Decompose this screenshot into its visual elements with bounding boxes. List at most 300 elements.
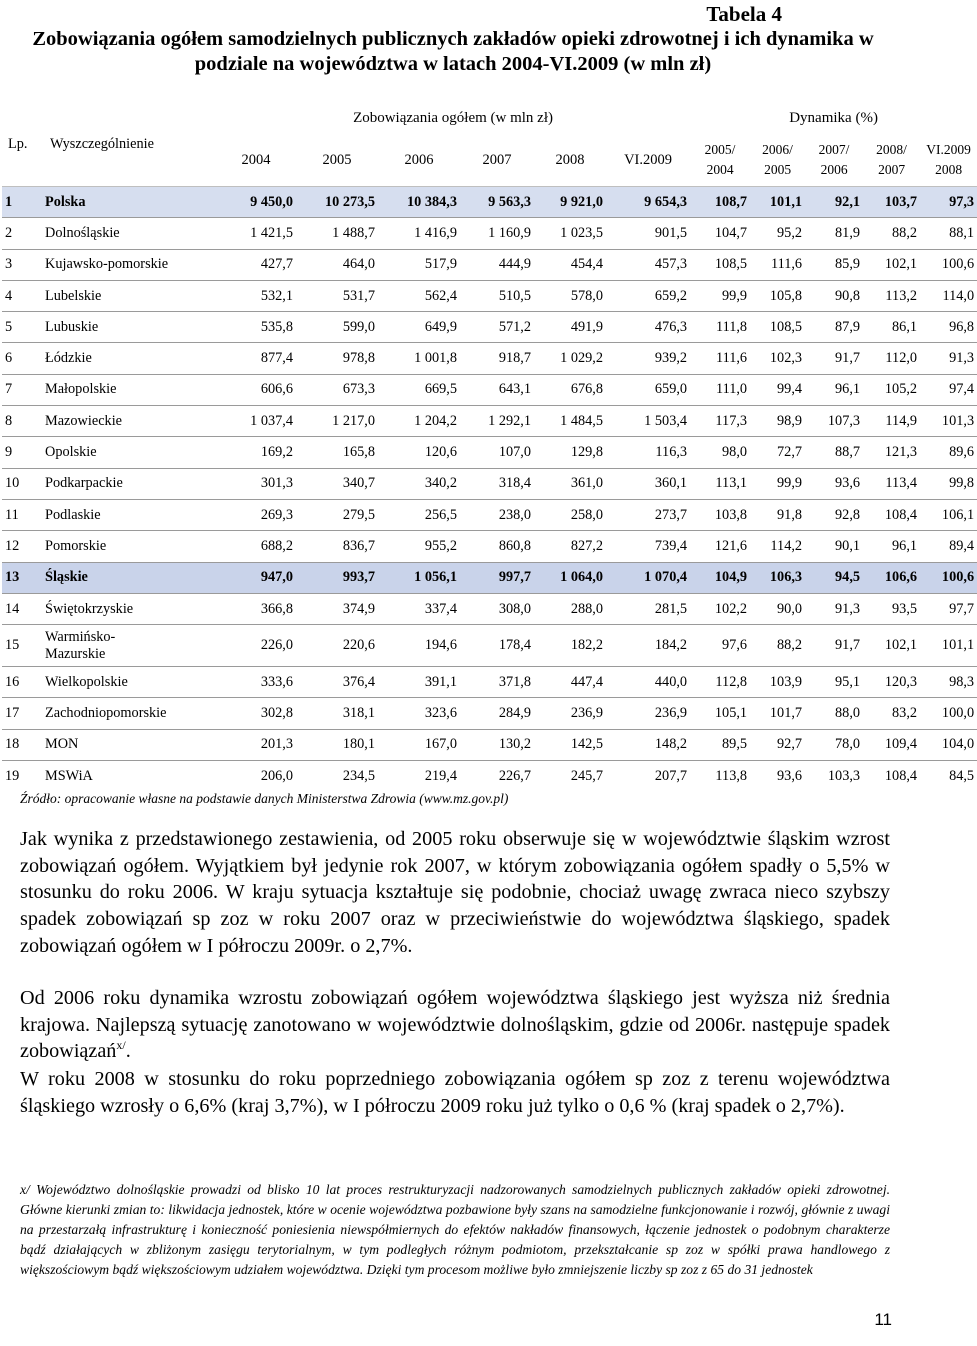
row-lp: 16 [2,667,42,698]
cell-obligation: 517,9 [378,249,460,280]
cell-dynamics: 104,7 [690,218,750,249]
cell-obligation: 236,9 [606,698,690,729]
row-name: Mazowieckie [42,406,216,437]
cell-dynamics: 90,1 [805,531,863,562]
row-name: Opolskie [42,437,216,468]
cell-dynamics: 93,5 [863,593,920,624]
cell-dynamics: 96,1 [863,531,920,562]
cell-dynamics: 121,6 [690,531,750,562]
cell-dynamics: 105,1 [690,698,750,729]
cell-dynamics: 99,9 [690,280,750,311]
cell-dynamics: 92,8 [805,499,863,530]
cell-obligation: 1 064,0 [534,562,606,593]
row-name: MSWiA [42,761,216,792]
cell-dynamics: 108,4 [863,761,920,792]
cell-obligation: 169,2 [216,437,296,468]
table-row [2,698,977,729]
table-body [2,187,977,792]
cell-obligation: 947,0 [216,562,296,593]
row-name: Podkarpackie [42,468,216,499]
cell-obligation: 836,7 [296,531,378,562]
cell-dynamics: 98,3 [920,667,977,698]
cell-obligation: 1 029,2 [534,343,606,374]
cell-dynamics: 114,2 [750,531,805,562]
row-name: Pomorskie [42,531,216,562]
cell-obligation: 220,6 [296,625,378,667]
cell-dynamics: 106,6 [863,562,920,593]
cell-obligation: 308,0 [460,593,534,624]
cell-obligation: 1 037,4 [216,406,296,437]
cell-dynamics: 108,5 [690,249,750,280]
cell-dynamics: 96,8 [920,312,977,343]
header-dynamics [750,134,805,187]
cell-dynamics: 88,1 [920,218,977,249]
cell-obligation: 116,3 [606,437,690,468]
cell-dynamics: 99,8 [920,468,977,499]
row-name: Dolnośląskie [42,218,216,249]
row-lp: 17 [2,698,42,729]
header-dynamics-top: VI.2009 [926,142,971,157]
row-name [42,625,216,667]
row-lp: 14 [2,593,42,624]
cell-obligation: 901,5 [606,218,690,249]
cell-dynamics: 104,9 [690,562,750,593]
cell-dynamics: 111,8 [690,312,750,343]
cell-obligation: 510,5 [460,280,534,311]
cell-dynamics: 91,8 [750,499,805,530]
cell-obligation: 918,7 [460,343,534,374]
cell-dynamics: 93,6 [750,761,805,792]
table-row [2,667,977,698]
source-note: Źródło: opracowanie własne na podstawie danych Ministerstwa Zdrowia (www.mz.gov.pl) [20,791,509,806]
cell-dynamics: 106,1 [920,499,977,530]
row-name: Lubelskie [42,280,216,311]
cell-dynamics: 95,1 [805,667,863,698]
header-year: 2007 [482,151,512,168]
header-lp: Lp. [8,135,28,152]
header-dynamics-bottom: 2004 [706,162,734,177]
cell-obligation: 376,4 [296,667,378,698]
cell-dynamics: 100,6 [920,249,977,280]
cell-obligation: 184,2 [606,625,690,667]
row-name: MON [42,729,216,760]
cell-obligation: 165,8 [296,437,378,468]
cell-obligation: 535,8 [216,312,296,343]
cell-obligation: 877,4 [216,343,296,374]
cell-obligation: 258,0 [534,499,606,530]
cell-obligation: 571,2 [460,312,534,343]
cell-dynamics: 97,4 [920,374,977,405]
row-lp: 3 [2,249,42,280]
cell-dynamics: 89,4 [920,531,977,562]
cell-obligation: 1 292,1 [460,406,534,437]
row-lp: 18 [2,729,42,760]
cell-obligation: 130,2 [460,729,534,760]
cell-dynamics: 113,4 [863,468,920,499]
cell-dynamics: 99,4 [750,374,805,405]
row-lp: 7 [2,374,42,405]
obligations-table [2,102,977,792]
row-lp: 13 [2,562,42,593]
row-name-line: Warmińsko- [45,628,116,645]
cell-obligation: 206,0 [216,761,296,792]
cell-obligation: 643,1 [460,374,534,405]
cell-dynamics: 97,3 [920,187,977,218]
row-name: Lubuskie [42,312,216,343]
row-lp: 5 [2,312,42,343]
cell-dynamics: 91,3 [805,593,863,624]
cell-dynamics: 112,8 [690,667,750,698]
cell-dynamics: 108,4 [863,499,920,530]
cell-obligation: 739,4 [606,531,690,562]
cell-obligation: 1 160,9 [460,218,534,249]
header-dynamics-top: 2005/ [704,142,736,157]
cell-obligation: 993,7 [296,562,378,593]
cell-dynamics: 107,3 [805,406,863,437]
cell-obligation: 531,7 [296,280,378,311]
cell-dynamics: 101,1 [920,625,977,667]
row-name: Polska [42,187,216,218]
cell-obligation: 649,9 [378,312,460,343]
cell-obligation: 10 273,5 [296,187,378,218]
header-dynamics [805,134,863,187]
header-dynamics-bottom: 2005 [764,162,792,177]
cell-dynamics: 117,3 [690,406,750,437]
header-year: 2005 [322,151,352,168]
cell-obligation: 245,7 [534,761,606,792]
cell-dynamics: 105,8 [750,280,805,311]
cell-dynamics: 114,0 [920,280,977,311]
cell-obligation: 464,0 [296,249,378,280]
table-row [2,312,977,343]
cell-obligation: 669,5 [378,374,460,405]
cell-obligation: 1 484,5 [534,406,606,437]
cell-obligation: 447,4 [534,667,606,698]
table-row [2,625,977,667]
cell-dynamics: 100,6 [920,562,977,593]
cell-dynamics: 91,3 [920,343,977,374]
cell-obligation: 366,8 [216,593,296,624]
cell-obligation: 978,8 [296,343,378,374]
cell-obligation: 9 921,0 [534,187,606,218]
cell-obligation: 360,1 [606,468,690,499]
cell-obligation: 318,1 [296,698,378,729]
cell-obligation: 532,1 [216,280,296,311]
paragraph-2-end: . [125,1040,131,1063]
row-name: Łódzkie [42,343,216,374]
cell-dynamics: 108,7 [690,187,750,218]
cell-dynamics: 113,8 [690,761,750,792]
cell-obligation: 148,2 [606,729,690,760]
row-lp: 1 [2,187,42,218]
cell-obligation: 688,2 [216,531,296,562]
cell-obligation: 107,0 [460,437,534,468]
cell-dynamics: 103,3 [805,761,863,792]
cell-obligation: 491,9 [534,312,606,343]
cell-dynamics: 105,2 [863,374,920,405]
cell-obligation: 284,9 [460,698,534,729]
cell-obligation: 1 001,8 [378,343,460,374]
cell-obligation: 301,3 [216,468,296,499]
cell-dynamics: 89,5 [690,729,750,760]
cell-dynamics: 72,7 [750,437,805,468]
cell-obligation: 659,0 [606,374,690,405]
footnote-marker: x/ [116,1038,126,1053]
cell-obligation: 673,3 [296,374,378,405]
table-header [2,102,977,187]
cell-dynamics: 103,9 [750,667,805,698]
cell-dynamics: 112,0 [863,343,920,374]
cell-obligation: 238,0 [460,499,534,530]
cell-dynamics: 96,1 [805,374,863,405]
cell-dynamics: 113,2 [863,280,920,311]
table-row [2,249,977,280]
row-name: Podlaskie [42,499,216,530]
cell-obligation: 236,9 [534,698,606,729]
cell-dynamics: 87,9 [805,312,863,343]
cell-obligation: 659,2 [606,280,690,311]
cell-dynamics: 108,5 [750,312,805,343]
table-row [2,729,977,760]
cell-dynamics: 113,1 [690,468,750,499]
cell-obligation: 1 070,4 [606,562,690,593]
cell-obligation: 1 217,0 [296,406,378,437]
cell-obligation: 273,7 [606,499,690,530]
cell-obligation: 1 056,1 [378,562,460,593]
cell-obligation: 234,5 [296,761,378,792]
cell-dynamics: 111,0 [690,374,750,405]
cell-obligation: 180,1 [296,729,378,760]
cell-dynamics: 114,9 [863,406,920,437]
cell-obligation: 219,4 [378,761,460,792]
table-row [2,218,977,249]
row-name-line: Mazurskie [45,645,106,662]
header-dynamics-top: 2008/ [876,142,907,157]
cell-dynamics: 102,1 [863,625,920,667]
cell-dynamics: 90,8 [805,280,863,311]
paragraph-2-text: Od 2006 roku dynamika wzrostu zobowiązań ogółem województwa śląskiego jest wyższa niż średnia krajowa. Najlepszą sytuację zanotowano w województwie dolnośląskim, gdzie od 2006r. następuje spadek zobowiązań [20,987,890,1063]
cell-dynamics: 109,4 [863,729,920,760]
cell-obligation: 340,7 [296,468,378,499]
header-year: VI.2009 [624,151,672,168]
header-year: 2006 [404,151,434,168]
cell-dynamics: 85,9 [805,249,863,280]
cell-obligation: 207,7 [606,761,690,792]
cell-obligation: 955,2 [378,531,460,562]
cell-obligation: 226,7 [460,761,534,792]
header-dynamics-group: Dynamika (%) [789,109,878,126]
cell-obligation: 1 204,2 [378,406,460,437]
cell-obligation: 337,4 [378,593,460,624]
cell-dynamics: 86,1 [863,312,920,343]
cell-dynamics: 88,7 [805,437,863,468]
header-dynamics-bottom: 2007 [878,162,906,177]
cell-obligation: 178,4 [460,625,534,667]
cell-dynamics: 88,2 [863,218,920,249]
cell-dynamics: 101,7 [750,698,805,729]
cell-obligation: 318,4 [460,468,534,499]
cell-dynamics: 97,7 [920,593,977,624]
cell-obligation: 340,2 [378,468,460,499]
cell-dynamics: 92,7 [750,729,805,760]
cell-obligation: 281,5 [606,593,690,624]
cell-obligation: 676,8 [534,374,606,405]
cell-obligation: 9 563,3 [460,187,534,218]
table-row [2,187,977,218]
paragraph-1: Jak wynika z przedstawionego zestawienia, od 2005 roku obserwuje się w województwie śląskim wzrost zobowiązań ogółem. Wyjątkiem był jedynie rok 2007, w którym zobowiązania ogółem spadły o 5,5% w stosunku do roku 2006. W kraju sytuacja kształtuje się podobnie, chociaż uwagę zwraca nieco szybszy spadek zobowiązań sp zoz w roku 2007 oraz w przeciwieństwie do województwa śląskiego, spadek zobowiązań ogółem w I półroczu 2009r. o 2,7%. [20,828,890,957]
row-name: Świętokrzyskie [42,593,216,624]
cell-obligation: 9 450,0 [216,187,296,218]
row-lp: 6 [2,343,42,374]
row-lp: 4 [2,280,42,311]
cell-dynamics: 99,9 [750,468,805,499]
cell-dynamics: 91,7 [805,343,863,374]
header-year: 2004 [241,151,271,168]
table-row [2,374,977,405]
table-row [2,406,977,437]
cell-obligation: 827,2 [534,531,606,562]
cell-dynamics: 81,9 [805,218,863,249]
cell-obligation: 427,7 [216,249,296,280]
cell-dynamics: 97,6 [690,625,750,667]
cell-obligation: 1 416,9 [378,218,460,249]
table-row [2,593,977,624]
cell-dynamics: 102,1 [863,249,920,280]
header-dynamics-top: 2006/ [762,142,793,157]
row-name: Wielkopolskie [42,667,216,698]
cell-obligation: 606,6 [216,374,296,405]
row-lp: 15 [2,625,42,667]
table-label: Tabela 4 [706,2,782,26]
row-lp: 8 [2,406,42,437]
cell-dynamics: 93,6 [805,468,863,499]
cell-dynamics: 98,9 [750,406,805,437]
cell-obligation: 391,1 [378,667,460,698]
cell-obligation: 129,8 [534,437,606,468]
table-row [2,468,977,499]
cell-obligation: 142,5 [534,729,606,760]
cell-obligation: 374,9 [296,593,378,624]
table-row [2,280,977,311]
cell-obligation: 1 023,5 [534,218,606,249]
cell-obligation: 302,8 [216,698,296,729]
cell-obligation: 599,0 [296,312,378,343]
cell-obligation: 1 503,4 [606,406,690,437]
cell-dynamics: 94,5 [805,562,863,593]
row-lp: 9 [2,437,42,468]
cell-obligation: 288,0 [534,593,606,624]
cell-obligation: 10 384,3 [378,187,460,218]
cell-obligation: 454,4 [534,249,606,280]
header-dynamics-top: 2007/ [818,142,850,157]
cell-obligation: 333,6 [216,667,296,698]
cell-dynamics: 78,0 [805,729,863,760]
cell-dynamics: 103,8 [690,499,750,530]
row-lp: 11 [2,499,42,530]
cell-obligation: 226,0 [216,625,296,667]
cell-obligation: 361,0 [534,468,606,499]
header-obligations-group: Zobowiązania ogółem (w mln zł) [353,109,553,126]
cell-obligation: 997,7 [460,562,534,593]
cell-obligation: 371,8 [460,667,534,698]
cell-dynamics: 90,0 [750,593,805,624]
table-row [2,343,977,374]
cell-obligation: 578,0 [534,280,606,311]
cell-dynamics: 102,3 [750,343,805,374]
cell-dynamics: 88,2 [750,625,805,667]
cell-obligation: 120,6 [378,437,460,468]
cell-obligation: 457,3 [606,249,690,280]
paragraph-3: W roku 2008 w stosunku do roku poprzedniego zobowiązania ogółem sp zoz z terenu województwa śląskiego wzrosły o 6,6% (kraj 3,7%), w I półroczu 2009 roku już tylko o 0,6 % (kraj spadek o 2,7%). [20,1068,890,1117]
cell-dynamics: 91,7 [805,625,863,667]
cell-dynamics: 92,1 [805,187,863,218]
cell-obligation: 182,2 [534,625,606,667]
cell-dynamics: 89,6 [920,437,977,468]
cell-obligation: 440,0 [606,667,690,698]
cell-obligation: 1 421,5 [216,218,296,249]
cell-obligation: 1 488,7 [296,218,378,249]
footnote: x/ Województwo dolnośląskie prowadzi od blisko 10 lat proces restrukturyzacji nadzorowanych samodzielnych publicznych zakładów opieki zdrowotnej. Główne kierunki zmian to: likwidacja jednostek, które w ocenie województwa pozbawione były szans na samodzielne funkcjonowanie i rozwój, głównie z uwagi na przestarzałą infrastrukturę i konieczność poniesienia niewspółmiernych do efektów nakładów finansowych, łączenie jednostek o podobnym charakterze bądź działających w zbliżonym zasięgu terytorialnym, w tym podległych różnym podmiotom, przekształcanie sp zoz w spółki prawa handlowego z większościowym bądź większościowym udziałem województwa. Dzięki tym procesom możliwe było zmniejszenie liczby sp zoz z 65 do 31 jednostek [20,1182,890,1277]
cell-dynamics: 98,0 [690,437,750,468]
cell-dynamics: 84,5 [920,761,977,792]
cell-dynamics: 100,0 [920,698,977,729]
cell-dynamics: 101,1 [750,187,805,218]
cell-obligation: 194,6 [378,625,460,667]
cell-dynamics: 102,2 [690,593,750,624]
cell-obligation: 323,6 [378,698,460,729]
cell-obligation: 860,8 [460,531,534,562]
table-row [2,761,977,792]
row-name: Kujawsko-pomorskie [42,249,216,280]
cell-obligation: 444,9 [460,249,534,280]
cell-dynamics: 88,0 [805,698,863,729]
cell-dynamics: 111,6 [690,343,750,374]
header-year: 2008 [555,151,585,168]
page-number: 11 [874,1310,892,1329]
row-name: Zachodniopomorskie [42,698,216,729]
row-name: Małopolskie [42,374,216,405]
cell-obligation: 269,3 [216,499,296,530]
table-row [2,499,977,530]
header-dynamics [863,134,920,187]
header-dynamics-bottom: 2006 [820,162,848,177]
cell-dynamics: 101,3 [920,406,977,437]
table-row [2,531,977,562]
cell-dynamics: 103,7 [863,187,920,218]
row-lp: 2 [2,218,42,249]
cell-obligation: 476,3 [606,312,690,343]
table-row [2,562,977,593]
cell-dynamics: 111,6 [750,249,805,280]
row-lp: 19 [2,761,42,792]
header-dynamics [690,134,750,187]
header-name: Wyszczególnienie [50,135,154,152]
cell-obligation: 9 654,3 [606,187,690,218]
header-dynamics [920,134,977,187]
cell-dynamics: 106,3 [750,562,805,593]
cell-dynamics: 95,2 [750,218,805,249]
table-title: Zobowiązania ogółem samodzielnych publicznych zakładów opieki zdrowotnej i ich dynamika w podziale na województwa w latach 2004-VI.2009 (w mln zł) [32,28,874,75]
cell-obligation: 939,2 [606,343,690,374]
cell-obligation: 167,0 [378,729,460,760]
table-row [2,437,977,468]
cell-obligation: 279,5 [296,499,378,530]
header-dynamics-bottom: 2008 [935,162,963,177]
cell-dynamics: 104,0 [920,729,977,760]
row-name: Śląskie [42,562,216,593]
cell-obligation: 562,4 [378,280,460,311]
cell-obligation: 201,3 [216,729,296,760]
